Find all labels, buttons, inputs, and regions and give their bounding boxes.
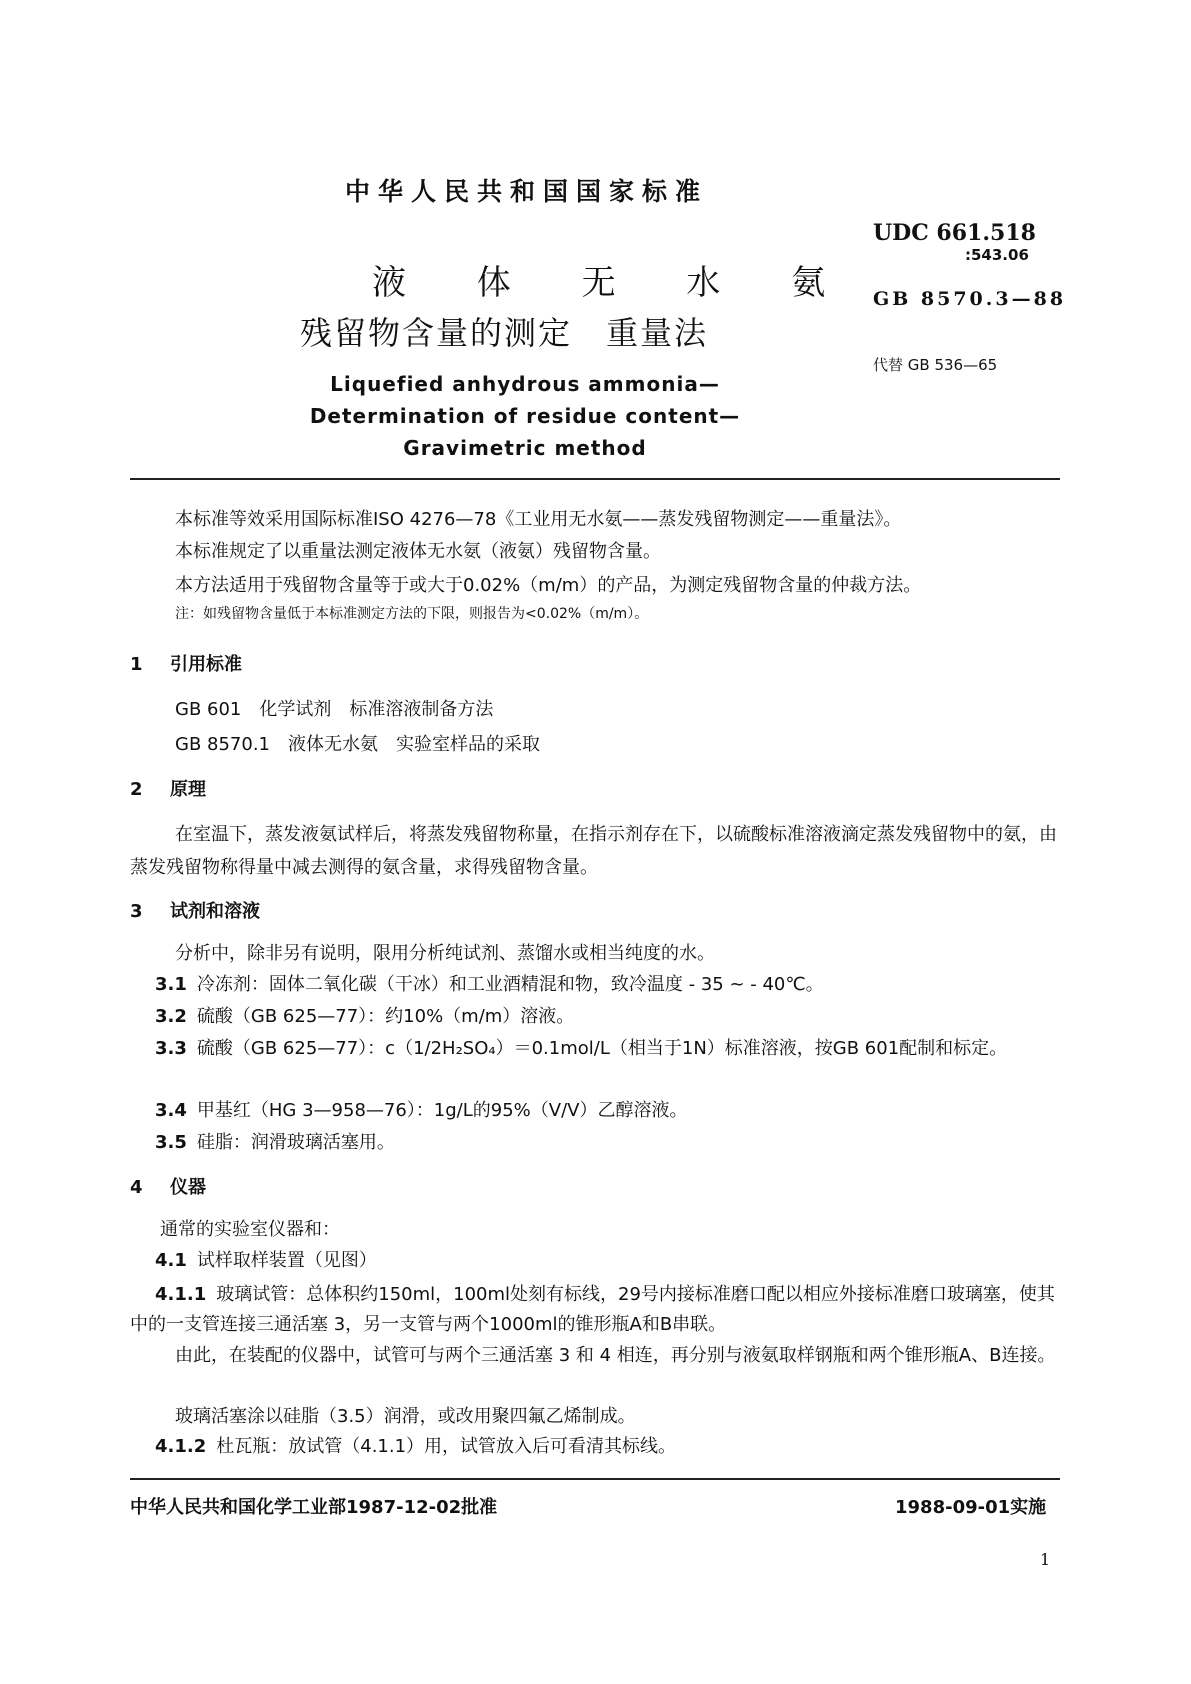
section-title: 引用标准 [170,654,242,675]
reagent-item [130,1034,1060,1064]
reagents-intro: 分析中，除非另有说明，限用分析纯试剂、蒸馏水或相当纯度的水。 [175,943,715,964]
section-title: 试剂和溶液 [170,901,260,922]
reagent-item [130,970,1060,1000]
section-number: 4 [130,1177,143,1198]
principle-text: 在室温下，蒸发液氨试样后，将蒸发残留物称量，在指示剂存在下，以硫酸标准溶液滴定蒸发残留物中的氨，由蒸发残留物称得量中减去测得的氨含量，求得残留物含量。 [130,824,1057,878]
item-number: 4.1.2 [155,1436,207,1457]
item-text: 硅脂：润滑玻璃活塞用。 [196,1132,395,1153]
standard-number: GB 8570.3—88 [873,288,1067,310]
apparatus-intro: 通常的实验室仪器和： [160,1219,340,1240]
apparatus-paragraph: 由此，在装配的仪器中，试管可与两个三通活塞 3 和 4 相连，再分别与液氨取样钢瓶和两个锥形瓶A、B连接。 [175,1345,1056,1366]
item-number: 3.5 [155,1132,187,1153]
top-divider [130,478,1060,480]
apparatus-item [130,1432,1060,1462]
section-1-heading [130,650,242,676]
page-number: 1 [1040,1550,1051,1569]
section-number: 2 [130,779,143,800]
section-3-heading [130,897,260,923]
item-number: 4.1 [155,1250,187,1271]
intro-paragraph-2: 本标准规定了以重量法测定液体无水氨（液氨）残留物含量。 [175,541,661,562]
section-number: 3 [130,901,143,922]
section-2-heading [130,775,206,801]
intro-note: 注：如残留物含量低于本标准测定方法的下限，则报告为<0.02%（m/m）。 [175,606,649,622]
reagent-item [130,1002,1060,1032]
apparatus-paragraph: 玻璃活塞涂以硅脂（3.5）润滑，或改用聚四氟乙烯制成。 [175,1406,636,1427]
title-cn-line2: 残留物含量的测定 重量法 [300,314,709,352]
intro-paragraph-1: 本标准等效采用国际标准ISO 4276—78《工业用无水氨——蒸发残留物测定——重量法》。 [175,509,902,530]
udc-code: UDC 661.518 [873,220,1036,246]
apparatus-item [130,1246,1060,1276]
reagent-item [130,1128,1060,1158]
item-number: 3.1 [155,974,187,995]
item-text: 甲基红（HG 3—958—76）：1g/L的95%（V/V）乙醇溶液。 [196,1100,688,1121]
section-title: 仪器 [170,1177,206,1198]
apparatus-item [130,1280,1060,1340]
item-number: 4.1.1 [155,1284,207,1305]
item-text: 试样取样装置（见图） [196,1250,377,1271]
item-text: 硫酸（GB 625—77）：约10%（m/m）溶液。 [196,1006,575,1027]
item-number: 3.4 [155,1100,187,1121]
intro-paragraph-3: 本方法适用于残留物含量等于或大于0.02%（m/m）的产品，为测定残留物含量的仲裁方法。 [175,575,922,596]
reference-item: GB 601 化学试剂 标准溶液制备方法 [175,699,494,720]
title-en: Liquefied anhydrous ammonia—Determination of residue content—Gravimetric method [309,372,741,460]
section-4-heading [130,1173,206,1199]
bottom-divider [130,1478,1060,1480]
national-standard-heading: 中华人民共和国国家标准 [345,177,709,206]
approval-line: 中华人民共和国化学工业部1987-12-02批准 [130,1497,498,1518]
title-cn-line1: 液 体 无 水 氨 [372,263,856,303]
item-number: 3.2 [155,1006,187,1027]
udc-code-cont: :543.06 [965,246,1029,264]
replaces-note: 代替 GB 536—65 [873,356,998,374]
item-text: 硫酸（GB 625—77）：c（1/2H₂SO₄）＝0.1mol/L（相当于1N）标准溶液，按GB 601配制和标定。 [196,1038,1008,1059]
item-text: 杜瓦瓶：放试管（4.1.1）用，试管放入后可看清其标线。 [216,1436,677,1457]
section-number: 1 [130,654,143,675]
item-text: 冷冻剂：固体二氧化碳（干冰）和工业酒精混和物，致冷温度 - 35 ~ - 40℃。 [196,974,824,995]
reagent-item [130,1096,1060,1126]
item-text: 玻璃试管：总体积约150ml，100ml处刻有标线，29号内接标准磨口配以相应外接标准磨口玻璃塞，使其中的一支管连接三通活塞 3，另一支管与两个1000ml的锥形瓶A和B串联。 [130,1284,1055,1335]
item-number: 3.3 [155,1038,187,1059]
reference-item: GB 8570.1 液体无水氨 实验室样品的采取 [175,734,540,755]
section-title: 原理 [170,779,206,800]
effective-date: 1988-09-01实施 [895,1497,1047,1518]
